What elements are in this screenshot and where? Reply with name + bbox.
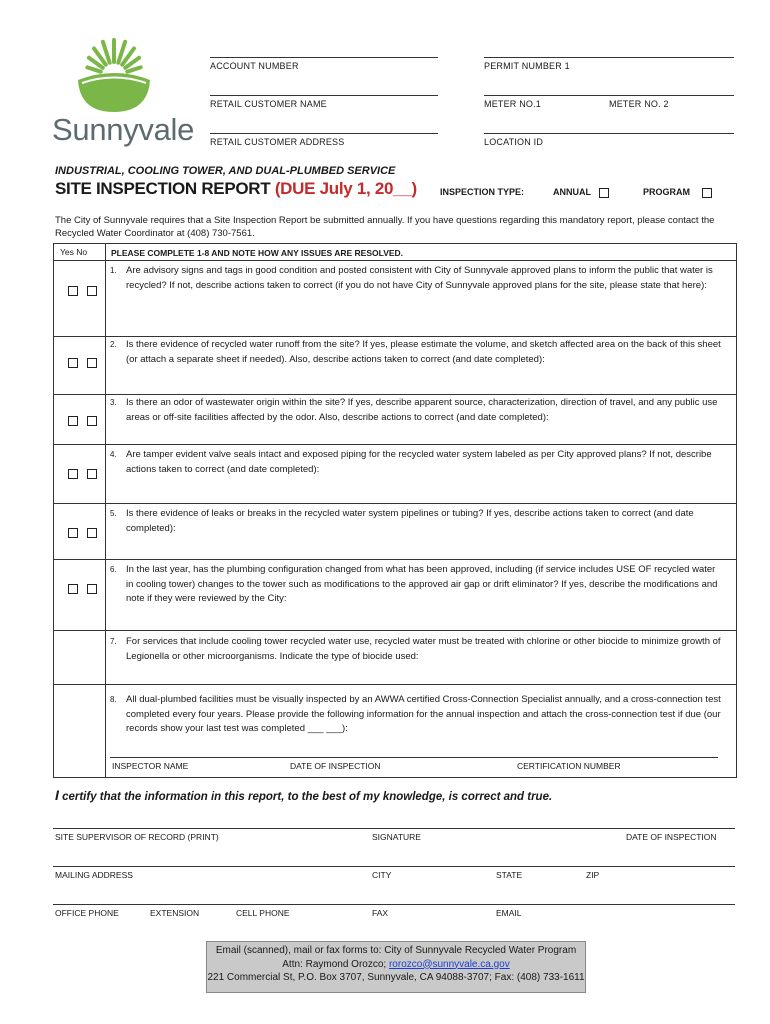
q2-yes-checkbox[interactable] <box>68 358 78 368</box>
q4-no-checkbox[interactable] <box>87 469 97 479</box>
retail-customer-address-field[interactable]: RETAIL CUSTOMER ADDRESS <box>210 133 438 147</box>
q4-yes-checkbox[interactable] <box>68 469 78 479</box>
q3-yes-no <box>68 412 106 430</box>
row-divider <box>54 630 736 631</box>
q6-yes-no <box>68 580 106 598</box>
row-divider <box>54 503 736 504</box>
meter-no1-field[interactable]: METER NO.1 <box>484 95 609 109</box>
email-label: EMAIL <box>496 908 522 918</box>
report-title: SITE INSPECTION REPORT <box>55 179 271 198</box>
page-title <box>55 179 417 199</box>
row-divider <box>54 684 736 685</box>
date-of-inspection-label: DATE OF INSPECTION <box>290 761 381 771</box>
intro-text: The City of Sunnyvale requires that a Site Inspection Report be submitted annually. If you have questions regarding this mandatory report, please contact the Recycled Water Coordinator at (408) 730-7561. <box>55 215 715 239</box>
row-divider <box>54 394 736 395</box>
annual-option <box>553 187 609 198</box>
question-2: 2. Is there evidence of recycled water runoff from the site? If yes, please estimate the volume, and sketch affected area on the back of this sheet (or attach a separate sheet if needed). Also, describe actions taken to correct (and date completed): <box>110 339 721 365</box>
signature-label: SIGNATURE <box>372 832 421 842</box>
footer-line-1: Email (scanned), mail or fax forms to: City of Sunnyvale Recycled Water Program <box>215 945 577 956</box>
q5-yes-checkbox[interactable] <box>68 528 78 538</box>
submission-footer <box>206 941 586 993</box>
q6-yes-checkbox[interactable] <box>68 584 78 594</box>
meter-no2-field[interactable]: METER NO. 2 <box>609 95 734 109</box>
q3-yes-checkbox[interactable] <box>68 416 78 426</box>
question-5: 5. Is there evidence of leaks or breaks in the recycled water system pipelines or tubing? If yes, describe actions taken to correct (and date completed): <box>110 508 694 534</box>
location-id-field[interactable]: LOCATION ID <box>484 133 734 147</box>
footer-line-2: Attn: Raymond Orozco; rorozco@sunnyvale.ca.gov <box>282 958 510 970</box>
site-supervisor-label: SITE SUPERVISOR OF RECORD (PRINT) <box>55 832 219 842</box>
question-3: 3. Is there an odor of wastewater origin within the site? If yes, describe apparent source, characterization, direction of travel, and any public use areas or off-site facilities affected by the odor. Also, describe actions to correct (and date completed): <box>110 397 718 423</box>
inspector-signature-line[interactable] <box>110 757 718 758</box>
question-6: 6. In the last year, has the plumbing configuration changed from what has been approved, including (if service includes USE OF recycled water in cooling tower) changes to the tower such as modifications to the approved air gap or drift eliminator? If yes, describe the modifications and note if they were reviewed by the City: <box>110 564 718 604</box>
q5-no-checkbox[interactable] <box>87 528 97 538</box>
inspector-name-label: INSPECTOR NAME <box>112 761 189 771</box>
footer-line-3: 221 Commercial St, P.O. Box 3707, Sunnyvale, CA 94088-3707; Fax: (408) 733-1611 <box>207 972 585 983</box>
question-8: 8. All dual-plumbed facilities must be visually inspected by an AWWA certified Cross-Connection Specialist annually, and a cross-connection test completed every four years. Please provide the following information for the annual inspection and attach the cross-connection test if due (our records show your last test was completed ___ ___): <box>110 694 721 734</box>
question-7: 7. For services that include cooling tower recycled water use, recycled water must be treated with chlorine or other biocide to minimize growth of Legionella or other microorganisms. Indicate the type of biocide used: <box>110 636 721 662</box>
due-date: (DUE July 1, 20__) <box>274 179 417 198</box>
program-checkbox[interactable] <box>702 188 712 198</box>
address-row-line[interactable] <box>53 866 735 867</box>
logo-wordmark: Sunnyvale <box>52 112 195 147</box>
certification-number-label: CERTIFICATION NUMBER <box>517 761 621 771</box>
row-divider <box>54 336 736 337</box>
permit-number-field[interactable]: PERMIT NUMBER 1 <box>484 57 734 71</box>
sunburst-leaf-logo-icon <box>74 36 154 114</box>
yes-no-header: Yes No <box>60 247 88 257</box>
q4-yes-no <box>68 465 106 483</box>
zip-label: ZIP <box>586 870 600 880</box>
annual-checkbox[interactable] <box>599 188 609 198</box>
fax-label: FAX <box>372 908 389 918</box>
q1-yes-no <box>68 282 106 300</box>
extension-label: EXTENSION <box>150 908 200 918</box>
instruction-header: PLEASE COMPLETE 1-8 AND NOTE HOW ANY ISSUES ARE RESOLVED. <box>111 248 404 258</box>
mailing-address-label: MAILING ADDRESS <box>55 870 133 880</box>
q2-no-checkbox[interactable] <box>87 358 97 368</box>
account-number-field[interactable]: ACCOUNT NUMBER <box>210 57 438 71</box>
row-divider <box>54 559 736 560</box>
row-divider <box>54 444 736 445</box>
program-option <box>643 187 712 198</box>
service-subtitle: INDUSTRIAL, COOLING TOWER, AND DUAL-PLUMBED SERVICE <box>55 165 396 177</box>
city-label: CITY <box>372 870 392 880</box>
annual-label: ANNUAL <box>553 187 591 197</box>
column-divider <box>105 244 106 777</box>
q1-yes-checkbox[interactable] <box>68 286 78 296</box>
row-divider <box>54 260 736 261</box>
question-4: 4. Are tamper evident valve seals intact and exposed piping for the recycled water system labeled as per City approved plans? If not, describe actions taken to correct (and date completed): <box>110 449 712 475</box>
supervisor-row-line[interactable] <box>53 828 735 829</box>
question-1: 1. Are advisory signs and tags in good condition and posted consistent with City of Sunnyvale approved plans to inform the public that water is recycled? If not, describe actions taken to correct (if you do not have City of Sunnyvale approved plans for the site, please state that here): <box>110 265 713 291</box>
retail-customer-name-field[interactable]: RETAIL CUSTOMER NAME <box>210 95 438 109</box>
inspection-type-label: INSPECTION TYPE: <box>440 187 525 197</box>
cell-phone-label: CELL PHONE <box>236 908 290 918</box>
q2-yes-no <box>68 354 106 372</box>
certification-statement: I certify that the information in this report, to the best of my knowledge, is correct and true. <box>55 787 553 803</box>
q3-no-checkbox[interactable] <box>87 416 97 426</box>
coordinator-email-link[interactable]: rorozco@sunnyvale.ca.gov <box>388 958 510 970</box>
phone-row-line[interactable] <box>53 904 735 905</box>
q5-yes-no <box>68 524 106 542</box>
inspection-table <box>53 243 737 778</box>
state-label: STATE <box>496 870 523 880</box>
office-phone-label: OFFICE PHONE <box>55 908 119 918</box>
program-label: PROGRAM <box>643 187 690 197</box>
q1-no-checkbox[interactable] <box>87 286 97 296</box>
q6-no-checkbox[interactable] <box>87 584 97 594</box>
date-of-inspection-label-2: DATE OF INSPECTION <box>626 832 717 842</box>
